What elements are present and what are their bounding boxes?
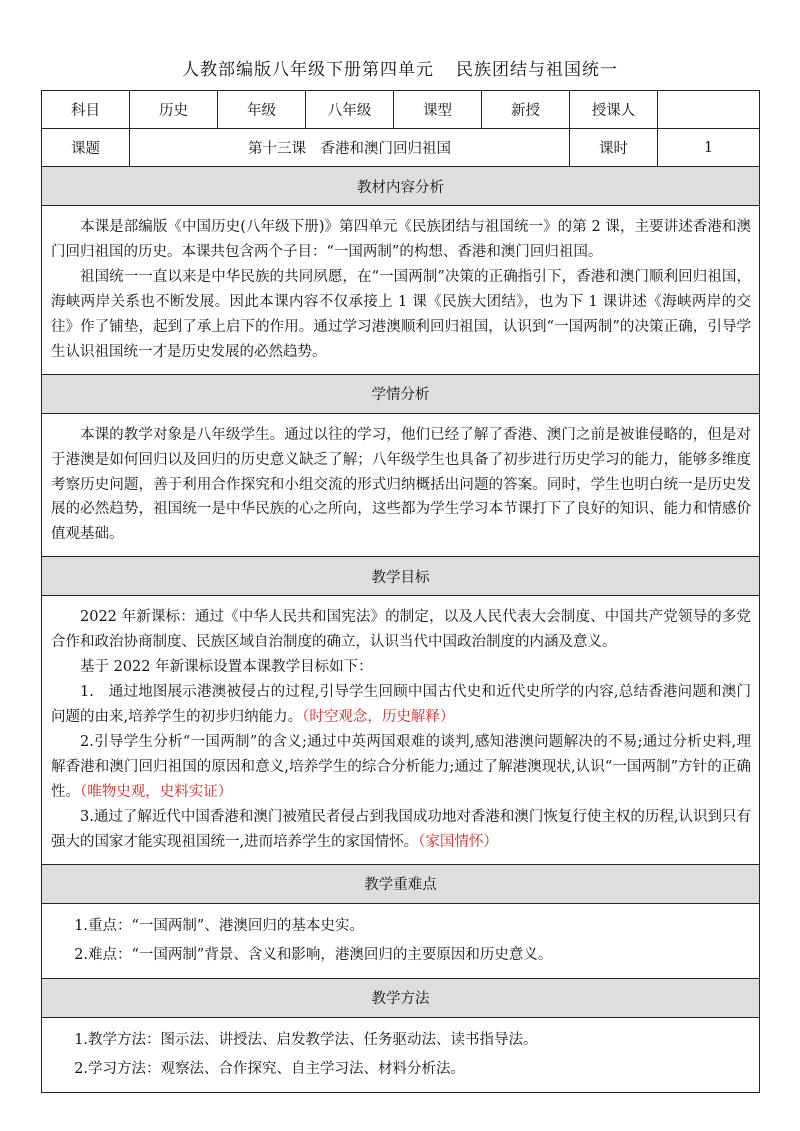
lesson-title-label: 课题 <box>42 129 130 167</box>
material-heading-row <box>42 167 760 206</box>
competency-tag: （家国情怀） <box>418 833 498 850</box>
teaching-method: 1.教学方法：图示法、讲授法、启发教学法、任务驱动法、读书指导法。 <box>74 1031 538 1048</box>
grade-value: 八年级 <box>306 91 394 129</box>
goal-text: 2.引导学生分析“一国两制”的含义;通过中英两国艰难的谈判,感知港澳问题解决的不易;通过分析史料,理解香港和澳门回归祖国的原因和意义,培养学生的综合分析能力;通过了解港澳现状,认识“一国两制”方针的正确性。 <box>51 734 751 800</box>
student-analysis-body <box>42 413 760 557</box>
keypoints-heading-row <box>42 864 760 903</box>
material-paragraph: 祖国统一一直以来是中华民族的共同夙愿，在“一国两制”决策的正确指引下，香港和澳门顺利回归祖国，海峡两岸关系也不断发展。因此本课内容不仅承接上 1 课《民族大团结》，也为下 1 课讲述《海峡两岸的交往》作了铺垫，起到了承上启下的作用。通过学习港澳顺利回归祖国，认识到“一国两制”的决策正确，引导学生认识祖国统一才是历史发展的必然趋势。 <box>51 268 751 360</box>
class-hours-label: 课时 <box>570 129 658 167</box>
grade-label: 年级 <box>218 91 306 129</box>
teacher-value <box>658 91 760 129</box>
teaching-methods-body <box>42 1017 760 1092</box>
goal-item-2 <box>51 730 751 805</box>
curriculum-standard: 2022 年新课标：通过《中华人民共和国宪法》的制定，以及人民代表大会制度、中国共产党领导的多党合作和政治协商制度、民族区域自治制度的确立，认识当代中国政治制度的内涵及意义。 <box>51 609 751 651</box>
lesson-title-value: 第十三课 香港和澳门回归祖国 <box>130 129 570 167</box>
lesson-type-value: 新授 <box>482 91 570 129</box>
goal-text: 3.通过了解近代中国香港和澳门被殖民者侵占到我国成功地对香港和澳门恢复行使主权的历程,认识到只有强大的国家才能实现祖国统一,进而培养学生的家国情怀。 <box>51 808 751 850</box>
teaching-methods-heading: 教学方法 <box>42 978 760 1017</box>
student-paragraph: 本课的教学对象是八年级学生。通过以往的学习，他们已经了解了香港、澳门之前是被谁侵略的，但是对于港澳是如何回归以及回归的历史意义缺乏了解；八年级学生也具备了初步进行历史学习的能力，能够多维度考察历史问题，善于利用合作探究和小组交流的形式归纳概括出问题的答案。同时，学生也明白统一是历史发展的必然趋势，祖国统一是中华民族的心之所向，这些都为学生学习本节课打下了良好的知识、能力和情感价值观基础。 <box>51 426 751 543</box>
material-paragraph: 本课是部编版《中国历史(八年级下册)》第四单元《民族团结与祖国统一》的第 2 课，主要讲述香港和澳门回归祖国的历史。本课共包含两个子目：“一国两制”的构想、香港和澳门回归祖国。 <box>51 219 751 260</box>
subject-value: 历史 <box>130 91 218 129</box>
key-difficult-points-heading: 教学重难点 <box>42 864 760 903</box>
goal-text: 1. 通过地图展示港澳被侵占的过程,引导学生回顾中国古代史和近代史所学的内容,总结香港问题和澳门问题的由来,培养学生的初步归纳能力。 <box>51 684 751 726</box>
material-analysis-heading: 教材内容分析 <box>42 167 760 206</box>
lesson-plan-table <box>41 90 760 1093</box>
student-heading-row <box>42 374 760 413</box>
material-analysis-body <box>42 206 760 375</box>
teaching-goals-heading: 教学目标 <box>42 557 760 596</box>
goal-item-3 <box>51 805 751 855</box>
goals-body-row <box>42 596 760 864</box>
methods-body-row <box>42 1017 760 1092</box>
student-body-row <box>42 413 760 557</box>
topic-row <box>42 129 760 167</box>
material-body-row <box>42 206 760 375</box>
lesson-type-label: 课型 <box>394 91 482 129</box>
goals-heading-row <box>42 557 760 596</box>
goal-item-1 <box>51 680 751 730</box>
class-hours-value: 1 <box>658 129 760 167</box>
teaching-goals-body <box>42 596 760 864</box>
goals-intro: 基于 2022 年新课标设置本课教学目标如下： <box>80 659 373 676</box>
learning-method: 2.学习方法：观察法、合作探究、自主学习法、材料分析法。 <box>74 1060 466 1077</box>
key-difficult-points-body <box>42 903 760 978</box>
competency-tag: （时空观念，历史解释） <box>302 709 455 726</box>
subject-label: 科目 <box>42 91 130 129</box>
teacher-label: 授课人 <box>570 91 658 129</box>
competency-tag: （唯物史观，史料实证） <box>80 783 233 800</box>
key-point: 1.重点：“一国两制”、港澳回归的基本史实。 <box>74 917 364 934</box>
document-title-unit: 人教部编版八年级下册第四单元 <box>182 60 434 80</box>
keypoints-body-row <box>42 903 760 978</box>
methods-heading-row <box>42 978 760 1017</box>
student-analysis-heading: 学情分析 <box>42 374 760 413</box>
document-title-theme: 民族团结与祖国统一 <box>456 60 618 80</box>
difficult-point: 2.难点：“一国两制”背景、含义和影响，港澳回归的主要原因和历史意义。 <box>74 946 553 963</box>
info-row <box>42 91 760 129</box>
document-title <box>0 55 800 80</box>
